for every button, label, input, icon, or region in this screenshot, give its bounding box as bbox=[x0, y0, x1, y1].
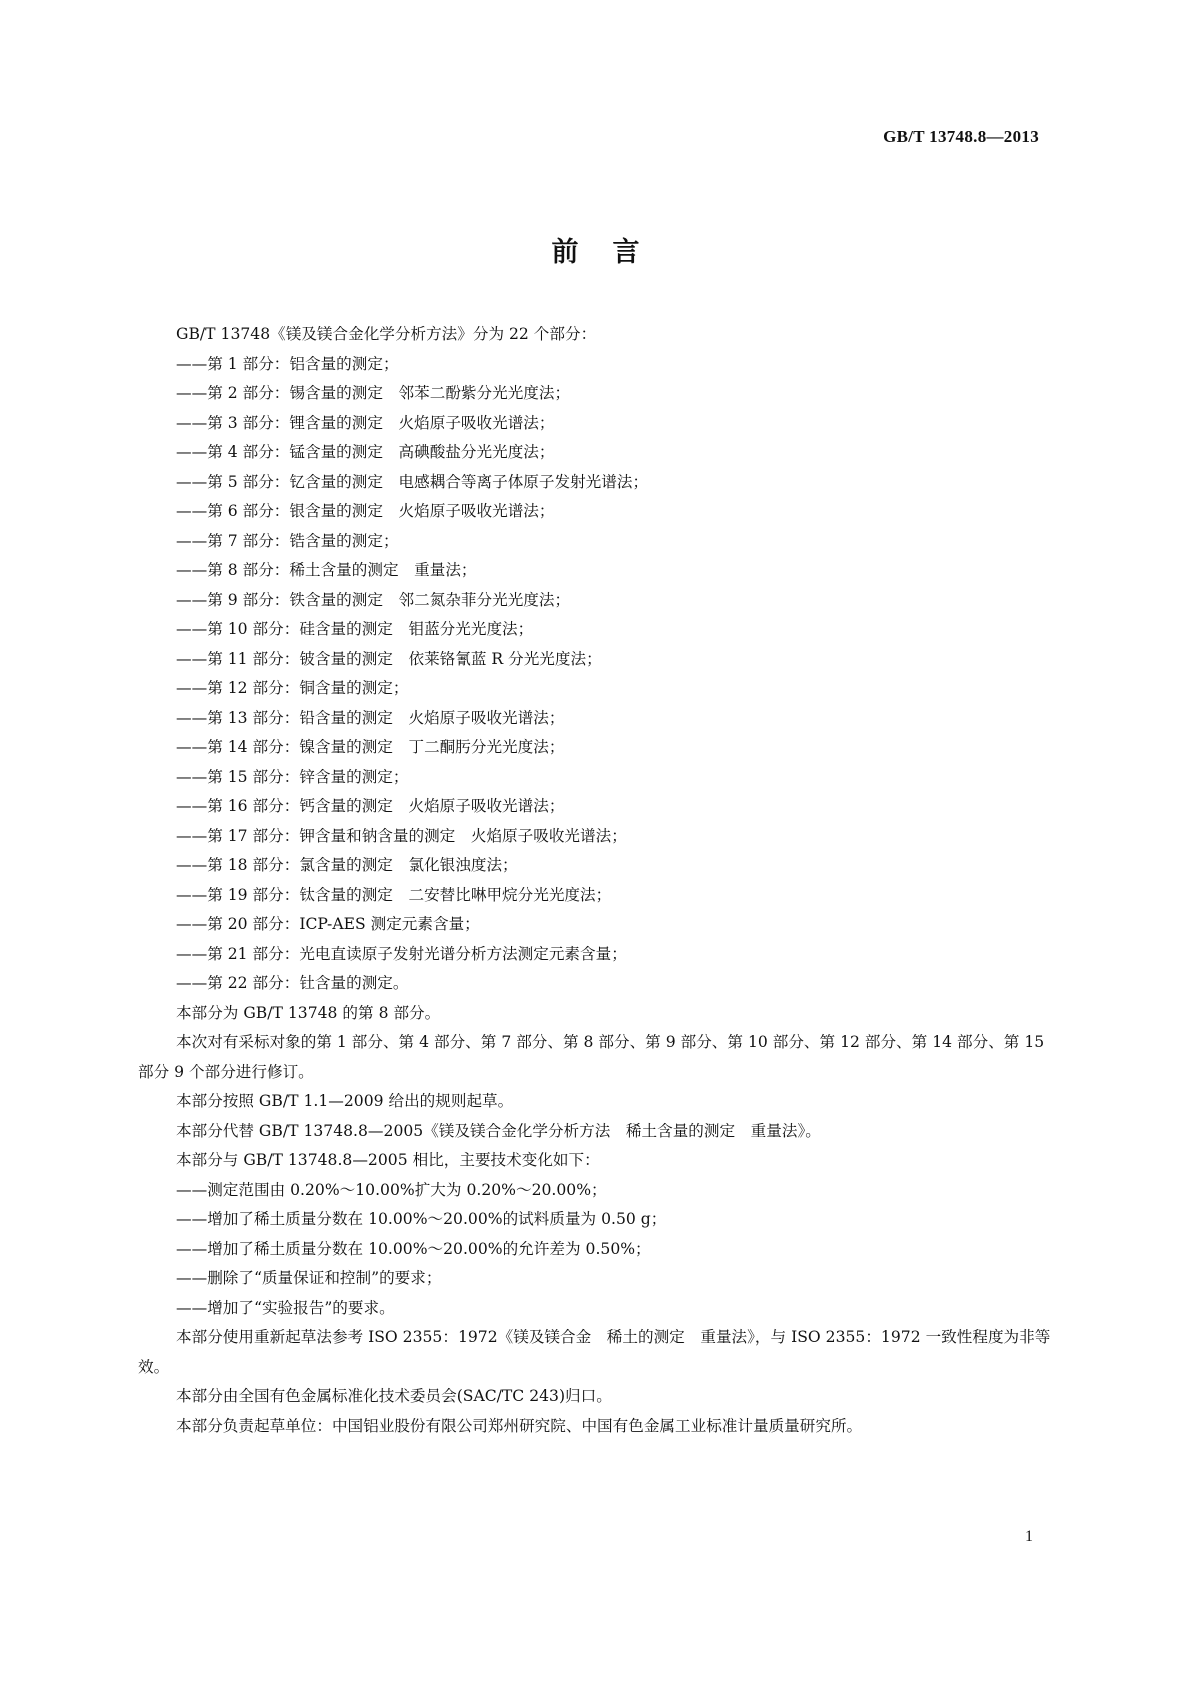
list-item: ——增加了稀土质量分数在 10.00%～20.00%的允许差为 0.50%； bbox=[176, 1239, 651, 1258]
changes-list bbox=[138, 1176, 1058, 1324]
list-item: ——第 21 部分：光电直读原子发射光谱分析方法测定元素含量； bbox=[176, 944, 627, 963]
list-item: ——增加了稀土质量分数在 10.00%～20.00%的试料质量为 0.50 g； bbox=[176, 1210, 667, 1228]
list-item: ——第 8 部分：稀土含量的测定 重量法； bbox=[176, 561, 477, 579]
list-item: ——测定范围由 0.20%～10.00%扩大为 0.20%～20.00%； bbox=[176, 1180, 607, 1199]
list-item: ——第 1 部分：铝含量的测定； bbox=[176, 354, 399, 373]
list-item: ——第 10 部分：硅含量的测定 钼蓝分光光度法； bbox=[176, 620, 534, 638]
list-item: ——第 16 部分：钙含量的测定 火焰原子吸收光谱法； bbox=[176, 797, 565, 815]
list-item: ——第 5 部分：钇含量的测定 电感耦合等离子体原子发射光谱法； bbox=[176, 472, 649, 491]
drafting-rule-paragraph: 本部分按照 GB/T 1.1—2009 给出的规则起草。 bbox=[176, 1092, 514, 1110]
list-item: ——第 19 部分：钛含量的测定 二安替比啉甲烷分光光度法； bbox=[176, 885, 612, 904]
list-item: ——第 6 部分：银含量的测定 火焰原子吸收光谱法； bbox=[176, 502, 555, 520]
list-item: ——第 14 部分：镍含量的测定 丁二酮肟分光光度法； bbox=[176, 738, 565, 756]
replaces-paragraph: 本部分代替 GB/T 13748.8—2005《镁及镁合金化学分析方法 稀土含量的测定 重量法》。 bbox=[176, 1121, 821, 1140]
list-item: ——第 2 部分：锡含量的测定 邻苯二酚紫分光光度法； bbox=[176, 384, 571, 402]
iso-reference-paragraph: 本部分使用重新起草法参考 ISO 2355：1972《镁及镁合金 稀土的测定 重量法》，与 ISO 2355：1972 一致性程度为非等效。 bbox=[138, 1328, 1051, 1376]
this-part-paragraph: 本部分为 GB/T 13748 的第 8 部分。 bbox=[176, 1003, 441, 1022]
list-item: ——第 22 部分：钍含量的测定。 bbox=[176, 974, 409, 992]
drafting-units-paragraph: 本部分负责起草单位：中国铝业股份有限公司郑州研究院、中国有色金属工业标准计量质量研究所。 bbox=[176, 1416, 863, 1435]
revision-paragraph: 本次对有采标对象的第 1 部分、第 4 部分、第 7 部分、第 8 部分、第 9 部分、第 10 部分、第 12 部分、第 14 部分、第 15 部分 9 个部分进行修订。 bbox=[138, 1033, 1045, 1081]
list-item: ——第 9 部分：铁含量的测定 邻二氮杂菲分光光度法； bbox=[176, 590, 571, 609]
list-item: ——删除了“质量保证和控制”的要求； bbox=[176, 1269, 442, 1287]
parts-list bbox=[138, 350, 1058, 999]
list-item: ——第 15 部分：锌含量的测定； bbox=[176, 767, 409, 786]
foreword-body bbox=[138, 320, 1058, 1441]
list-item: ——第 13 部分：铅含量的测定 火焰原子吸收光谱法； bbox=[176, 708, 565, 727]
changes-intro-paragraph: 本部分与 GB/T 13748.8—2005 相比，主要技术变化如下： bbox=[176, 1151, 600, 1169]
list-item: ——第 4 部分：锰含量的测定 高碘酸盐分光光度法； bbox=[176, 443, 555, 461]
page-number: 1 bbox=[1025, 1528, 1033, 1545]
standard-code: GB/T 13748.8—2013 bbox=[883, 127, 1039, 146]
list-item: ——增加了“实验报告”的要求。 bbox=[176, 1298, 395, 1317]
list-item: ——第 3 部分：锂含量的测定 火焰原子吸收光谱法； bbox=[176, 413, 555, 432]
list-item: ——第 17 部分：钾含量和钠含量的测定 火焰原子吸收光谱法； bbox=[176, 826, 627, 845]
list-item: ——第 12 部分：铜含量的测定； bbox=[176, 679, 409, 697]
list-item: ——第 20 部分：ICP-AES 测定元素含量； bbox=[176, 915, 480, 933]
page-title: 前言 bbox=[551, 237, 674, 268]
intro-paragraph: GB/T 13748《镁及镁合金化学分析方法》分为 22 个部分： bbox=[176, 325, 597, 343]
list-item: ——第 18 部分：氯含量的测定 氯化银浊度法； bbox=[176, 856, 518, 874]
list-item: ——第 7 部分：锆含量的测定； bbox=[176, 531, 399, 550]
list-item: ——第 11 部分：铍含量的测定 依莱铬氰蓝 R 分光光度法； bbox=[176, 649, 602, 668]
centralized-paragraph: 本部分由全国有色金属标准化技术委员会(SAC/TC 243)归口。 bbox=[176, 1387, 612, 1405]
